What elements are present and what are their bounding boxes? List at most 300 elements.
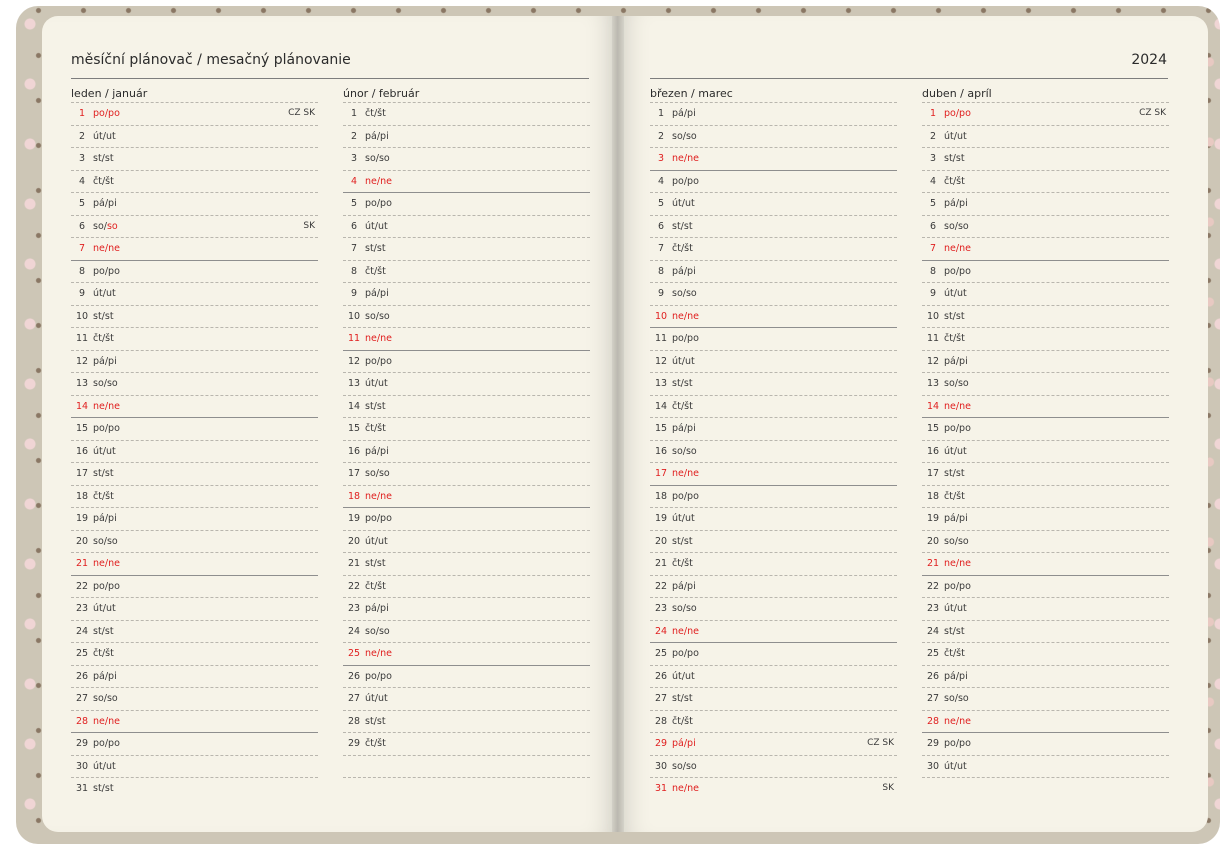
day-row: [71, 597, 318, 620]
title-rule-right: [650, 78, 1168, 79]
day-row: [922, 260, 1169, 283]
day-number: 1: [929, 108, 937, 119]
day-number: 13: [347, 378, 361, 389]
day-number: 21: [75, 558, 89, 569]
day-row: [71, 642, 318, 665]
day-name: so/so: [944, 535, 969, 547]
day-number: 6: [350, 220, 358, 232]
day-number: 14: [347, 400, 361, 412]
day-row: [650, 597, 897, 620]
day-number: 29: [75, 738, 89, 749]
day-number: 14: [926, 400, 940, 412]
day-name: čt/št: [365, 108, 386, 119]
month-name: duben / apríl: [922, 87, 992, 100]
day-number: 9: [929, 288, 937, 299]
day-row: [922, 282, 1169, 305]
day-number: 2: [78, 130, 86, 142]
day-number: 23: [75, 603, 89, 614]
month-column-april: [922, 86, 1169, 800]
day-number: 13: [654, 378, 668, 389]
day-row: [343, 417, 590, 440]
day-row: [71, 125, 318, 148]
day-name: út/ut: [93, 130, 116, 142]
day-number: 6: [929, 220, 937, 232]
day-number: 22: [347, 580, 361, 592]
day-name: po/po: [944, 423, 971, 434]
day-row: [650, 395, 897, 418]
day-name: ne/ne: [93, 558, 120, 569]
day-number: 17: [75, 468, 89, 479]
day-number: 25: [654, 648, 668, 659]
day-number: 11: [347, 333, 361, 344]
day-name: so/so: [672, 130, 697, 142]
day-number: 24: [926, 625, 940, 637]
day-number: 21: [347, 558, 361, 569]
day-name: ne/ne: [944, 558, 971, 569]
day-name: pá/pi: [365, 445, 389, 457]
day-number: 9: [350, 288, 358, 299]
day-number: 1: [78, 108, 86, 119]
holiday-marker: CZ SK: [288, 108, 315, 118]
day-number: 27: [654, 693, 668, 704]
day-row: [922, 462, 1169, 485]
day-name: ne/ne: [365, 648, 392, 659]
day-number: 25: [75, 648, 89, 659]
day-name: út/ut: [944, 760, 967, 772]
day-row: [650, 327, 897, 350]
day-row: [343, 260, 590, 283]
day-row: [343, 507, 590, 530]
day-row: [71, 417, 318, 440]
day-name: st/st: [93, 153, 114, 164]
day-row: [650, 710, 897, 733]
day-name: čt/št: [944, 333, 965, 344]
day-number: 20: [926, 535, 940, 547]
day-name: pá/pi: [672, 738, 696, 749]
day-row: [71, 732, 318, 755]
title-rule-left: [71, 78, 589, 79]
day-row: [922, 755, 1169, 778]
day-name: čt/št: [672, 558, 693, 569]
day-name: pá/pi: [93, 355, 117, 367]
day-row: [650, 552, 897, 575]
month-name: březen / marec: [650, 87, 733, 100]
day-row: [650, 620, 897, 643]
day-row: [650, 170, 897, 193]
day-number: 27: [926, 693, 940, 704]
day-row: [343, 530, 590, 553]
day-name: pá/pi: [944, 198, 968, 209]
day-number: 3: [350, 153, 358, 164]
day-number: 19: [347, 513, 361, 524]
day-number: 2: [929, 130, 937, 142]
day-row: [343, 485, 590, 508]
day-number: 18: [347, 490, 361, 502]
day-row: [71, 237, 318, 260]
day-number: 26: [654, 670, 668, 682]
day-name: so/so: [672, 760, 697, 772]
day-name: st/st: [944, 310, 965, 322]
day-row: [922, 440, 1169, 463]
day-row: [922, 147, 1169, 170]
day-name: st/st: [365, 558, 386, 569]
day-number: 13: [75, 378, 89, 389]
day-name: út/ut: [672, 355, 695, 367]
day-number: 24: [654, 625, 668, 637]
day-number: 1: [350, 108, 358, 119]
day-name: po/po: [944, 108, 971, 119]
day-name: po/po: [365, 355, 392, 367]
day-number: 21: [926, 558, 940, 569]
day-number: 8: [657, 265, 665, 277]
day-row: [922, 642, 1169, 665]
day-name: ne/ne: [93, 243, 120, 254]
day-row: [922, 372, 1169, 395]
day-name: ne/ne: [365, 333, 392, 344]
day-row: [650, 687, 897, 710]
day-name: po/po: [672, 490, 699, 502]
day-name: po/po: [944, 580, 971, 592]
day-number: 6: [657, 220, 665, 232]
day-number: 21: [654, 558, 668, 569]
day-row: [343, 552, 590, 575]
day-row: [343, 575, 590, 598]
day-row: [650, 102, 897, 125]
day-row: [650, 192, 897, 215]
day-number: 4: [78, 175, 86, 187]
day-row: [71, 147, 318, 170]
day-name: út/ut: [672, 670, 695, 682]
day-number: 23: [654, 603, 668, 614]
day-name: ne/ne: [672, 153, 699, 164]
day-number: 29: [654, 738, 668, 749]
day-name: so/so: [365, 468, 390, 479]
day-row: [71, 260, 318, 283]
day-row: [922, 530, 1169, 553]
day-number: 27: [347, 693, 361, 704]
day-row: [922, 350, 1169, 373]
day-row: [650, 147, 897, 170]
day-row: [922, 620, 1169, 643]
day-row: [343, 192, 590, 215]
day-number: 24: [347, 625, 361, 637]
day-name: út/ut: [365, 378, 388, 389]
day-row: [650, 215, 897, 238]
day-number: 30: [75, 760, 89, 772]
day-row: [71, 395, 318, 418]
day-row: [71, 620, 318, 643]
day-row: [650, 237, 897, 260]
day-number: 9: [657, 288, 665, 299]
day-row: [71, 102, 318, 125]
day-name: po/po: [944, 738, 971, 749]
day-row: [650, 665, 897, 688]
day-name: st/st: [672, 378, 693, 389]
day-row: [71, 777, 318, 800]
day-row: [650, 732, 897, 755]
day-name: ne/ne: [93, 400, 120, 412]
day-number: 17: [654, 468, 668, 479]
day-number: 4: [657, 175, 665, 187]
day-name: út/ut: [93, 760, 116, 772]
day-number: 28: [926, 715, 940, 727]
day-row: [650, 350, 897, 373]
day-name: pá/pi: [944, 513, 968, 524]
day-number: 16: [75, 445, 89, 457]
day-number: 30: [654, 760, 668, 772]
page-title: měsíční plánovač / mesačný plánovanie: [71, 52, 351, 68]
day-name: čt/št: [365, 423, 386, 434]
day-name: út/ut: [365, 535, 388, 547]
day-number: 25: [926, 648, 940, 659]
day-name: st/st: [365, 400, 386, 412]
day-number: 18: [75, 490, 89, 502]
day-number: 2: [657, 130, 665, 142]
day-name: st/st: [672, 535, 693, 547]
day-name: čt/št: [672, 400, 693, 412]
day-row: [922, 507, 1169, 530]
day-name: po/po: [93, 108, 120, 119]
day-name: pá/pi: [672, 265, 696, 277]
day-number: 10: [347, 310, 361, 322]
day-number: 7: [78, 243, 86, 254]
day-row: [650, 440, 897, 463]
day-name: út/ut: [944, 603, 967, 614]
day-name: so/so: [93, 693, 118, 704]
day-row: [343, 282, 590, 305]
day-number: 27: [75, 693, 89, 704]
day-row: [922, 395, 1169, 418]
day-row: [922, 687, 1169, 710]
day-name: st/st: [93, 783, 114, 794]
day-row: [922, 125, 1169, 148]
day-name: pá/pi: [672, 108, 696, 119]
day-row: [343, 732, 590, 755]
holiday-marker: CZ SK: [867, 738, 894, 748]
day-row: [71, 305, 318, 328]
day-name: so/so: [93, 220, 118, 232]
day-number: 17: [347, 468, 361, 479]
day-row: [71, 327, 318, 350]
day-name: st/st: [93, 310, 114, 322]
day-row: [343, 597, 590, 620]
day-name: út/ut: [944, 130, 967, 142]
day-row: [922, 417, 1169, 440]
day-number: 18: [926, 490, 940, 502]
day-name: po/po: [93, 265, 120, 277]
day-name: čt/št: [93, 490, 114, 502]
day-row: [650, 417, 897, 440]
day-name: pá/pi: [365, 288, 389, 299]
day-name: ne/ne: [672, 468, 699, 479]
day-row: [650, 507, 897, 530]
day-number: 10: [75, 310, 89, 322]
day-name: po/po: [944, 265, 971, 277]
day-row: [922, 732, 1169, 755]
day-number: 2: [350, 130, 358, 142]
day-row: [650, 642, 897, 665]
day-number: 29: [347, 738, 361, 749]
day-row: [922, 192, 1169, 215]
day-name: pá/pi: [365, 603, 389, 614]
day-row: [71, 755, 318, 778]
day-number: 19: [654, 513, 668, 524]
day-name: ne/ne: [365, 175, 392, 187]
day-name: čt/št: [365, 580, 386, 592]
day-row: [650, 282, 897, 305]
day-name: so/so: [93, 535, 118, 547]
day-name: čt/št: [672, 715, 693, 727]
day-name: st/st: [944, 625, 965, 637]
day-number: 15: [75, 423, 89, 434]
day-row: [343, 305, 590, 328]
day-row: [650, 372, 897, 395]
day-row: [343, 462, 590, 485]
day-number: 31: [75, 783, 89, 794]
year-label: 2024: [1131, 52, 1167, 68]
day-name: út/ut: [365, 220, 388, 232]
day-name: ne/ne: [944, 715, 971, 727]
day-number: 28: [75, 715, 89, 727]
day-row: [343, 687, 590, 710]
day-number: 12: [926, 355, 940, 367]
day-number: 5: [657, 198, 665, 209]
day-name: pá/pi: [672, 580, 696, 592]
day-name: po/po: [365, 513, 392, 524]
day-row: [71, 372, 318, 395]
day-number: 5: [78, 198, 86, 209]
day-name: so/so: [672, 288, 697, 299]
day-number: 10: [926, 310, 940, 322]
day-name: pá/pi: [365, 130, 389, 142]
day-name: so/so: [672, 445, 697, 457]
day-name: pá/pi: [93, 670, 117, 682]
month-column-march: [650, 86, 897, 800]
day-number: 14: [75, 400, 89, 412]
day-name: út/ut: [944, 445, 967, 457]
day-row: [71, 350, 318, 373]
day-row: [343, 710, 590, 733]
day-number: 19: [926, 513, 940, 524]
day-row: [650, 575, 897, 598]
day-name: út/ut: [93, 445, 116, 457]
day-row: [922, 327, 1169, 350]
month-column-january: [71, 86, 318, 800]
day-number: 3: [929, 153, 937, 164]
day-number: 16: [347, 445, 361, 457]
day-name: čt/št: [93, 175, 114, 187]
day-number: 7: [350, 243, 358, 254]
day-name: ne/ne: [672, 625, 699, 637]
day-number: 26: [347, 670, 361, 682]
day-name: ne/ne: [944, 243, 971, 254]
day-number: 8: [350, 265, 358, 277]
day-name: pá/pi: [944, 670, 968, 682]
day-number: 3: [657, 153, 665, 164]
day-row: [650, 485, 897, 508]
day-number: 4: [350, 175, 358, 187]
day-row: [343, 665, 590, 688]
day-number: 15: [654, 423, 668, 434]
day-name: st/st: [93, 468, 114, 479]
day-number: 11: [654, 333, 668, 344]
day-number: 22: [654, 580, 668, 592]
day-name: pá/pi: [93, 198, 117, 209]
day-number: 20: [75, 535, 89, 547]
day-number: 30: [926, 760, 940, 772]
day-name: st/st: [365, 243, 386, 254]
day-row: [922, 777, 1169, 800]
day-number: 22: [75, 580, 89, 592]
day-name: st/st: [672, 220, 693, 232]
day-row: [343, 215, 590, 238]
day-row: [343, 372, 590, 395]
day-row: [343, 642, 590, 665]
day-name: čt/št: [365, 738, 386, 749]
holiday-marker: CZ SK: [1139, 108, 1166, 118]
day-name: pá/pi: [93, 513, 117, 524]
day-name: ne/ne: [365, 490, 392, 502]
holiday-marker: SK: [882, 783, 894, 793]
day-number: 26: [926, 670, 940, 682]
day-number: 14: [654, 400, 668, 412]
day-row: [650, 305, 897, 328]
day-number: 9: [78, 288, 86, 299]
day-number: 7: [657, 243, 665, 254]
day-name: út/ut: [944, 288, 967, 299]
day-number: 24: [75, 625, 89, 637]
day-name: so/so: [944, 378, 969, 389]
day-name: st/st: [93, 625, 114, 637]
day-number: 8: [929, 265, 937, 277]
day-row: [343, 350, 590, 373]
day-row: [71, 665, 318, 688]
day-row: [71, 552, 318, 575]
day-name: čt/št: [365, 265, 386, 277]
day-row: [922, 575, 1169, 598]
day-number: 10: [654, 310, 668, 322]
day-name: ne/ne: [672, 783, 699, 794]
day-row: [922, 485, 1169, 508]
day-name: út/ut: [93, 288, 116, 299]
day-row: [71, 215, 318, 238]
day-row: [922, 305, 1169, 328]
day-number: 5: [350, 198, 358, 209]
day-number: 1: [657, 108, 665, 119]
day-number: 20: [654, 535, 668, 547]
day-name: so/so: [365, 625, 390, 637]
day-row: [71, 710, 318, 733]
day-name: po/po: [93, 738, 120, 749]
day-number: 20: [347, 535, 361, 547]
day-row: [343, 125, 590, 148]
day-number: 6: [78, 220, 86, 232]
day-name: čt/št: [93, 333, 114, 344]
day-name: so/so: [365, 153, 390, 164]
day-row: [343, 102, 590, 125]
day-number: 16: [926, 445, 940, 457]
day-number: 12: [75, 355, 89, 367]
day-name: st/st: [365, 715, 386, 727]
day-number: 7: [929, 243, 937, 254]
day-name: ne/ne: [944, 400, 971, 412]
day-number: 4: [929, 175, 937, 187]
day-row: [922, 237, 1169, 260]
day-name: čt/št: [944, 175, 965, 187]
day-number: 5: [929, 198, 937, 209]
day-number: 16: [654, 445, 668, 457]
book-spine: [612, 16, 624, 832]
